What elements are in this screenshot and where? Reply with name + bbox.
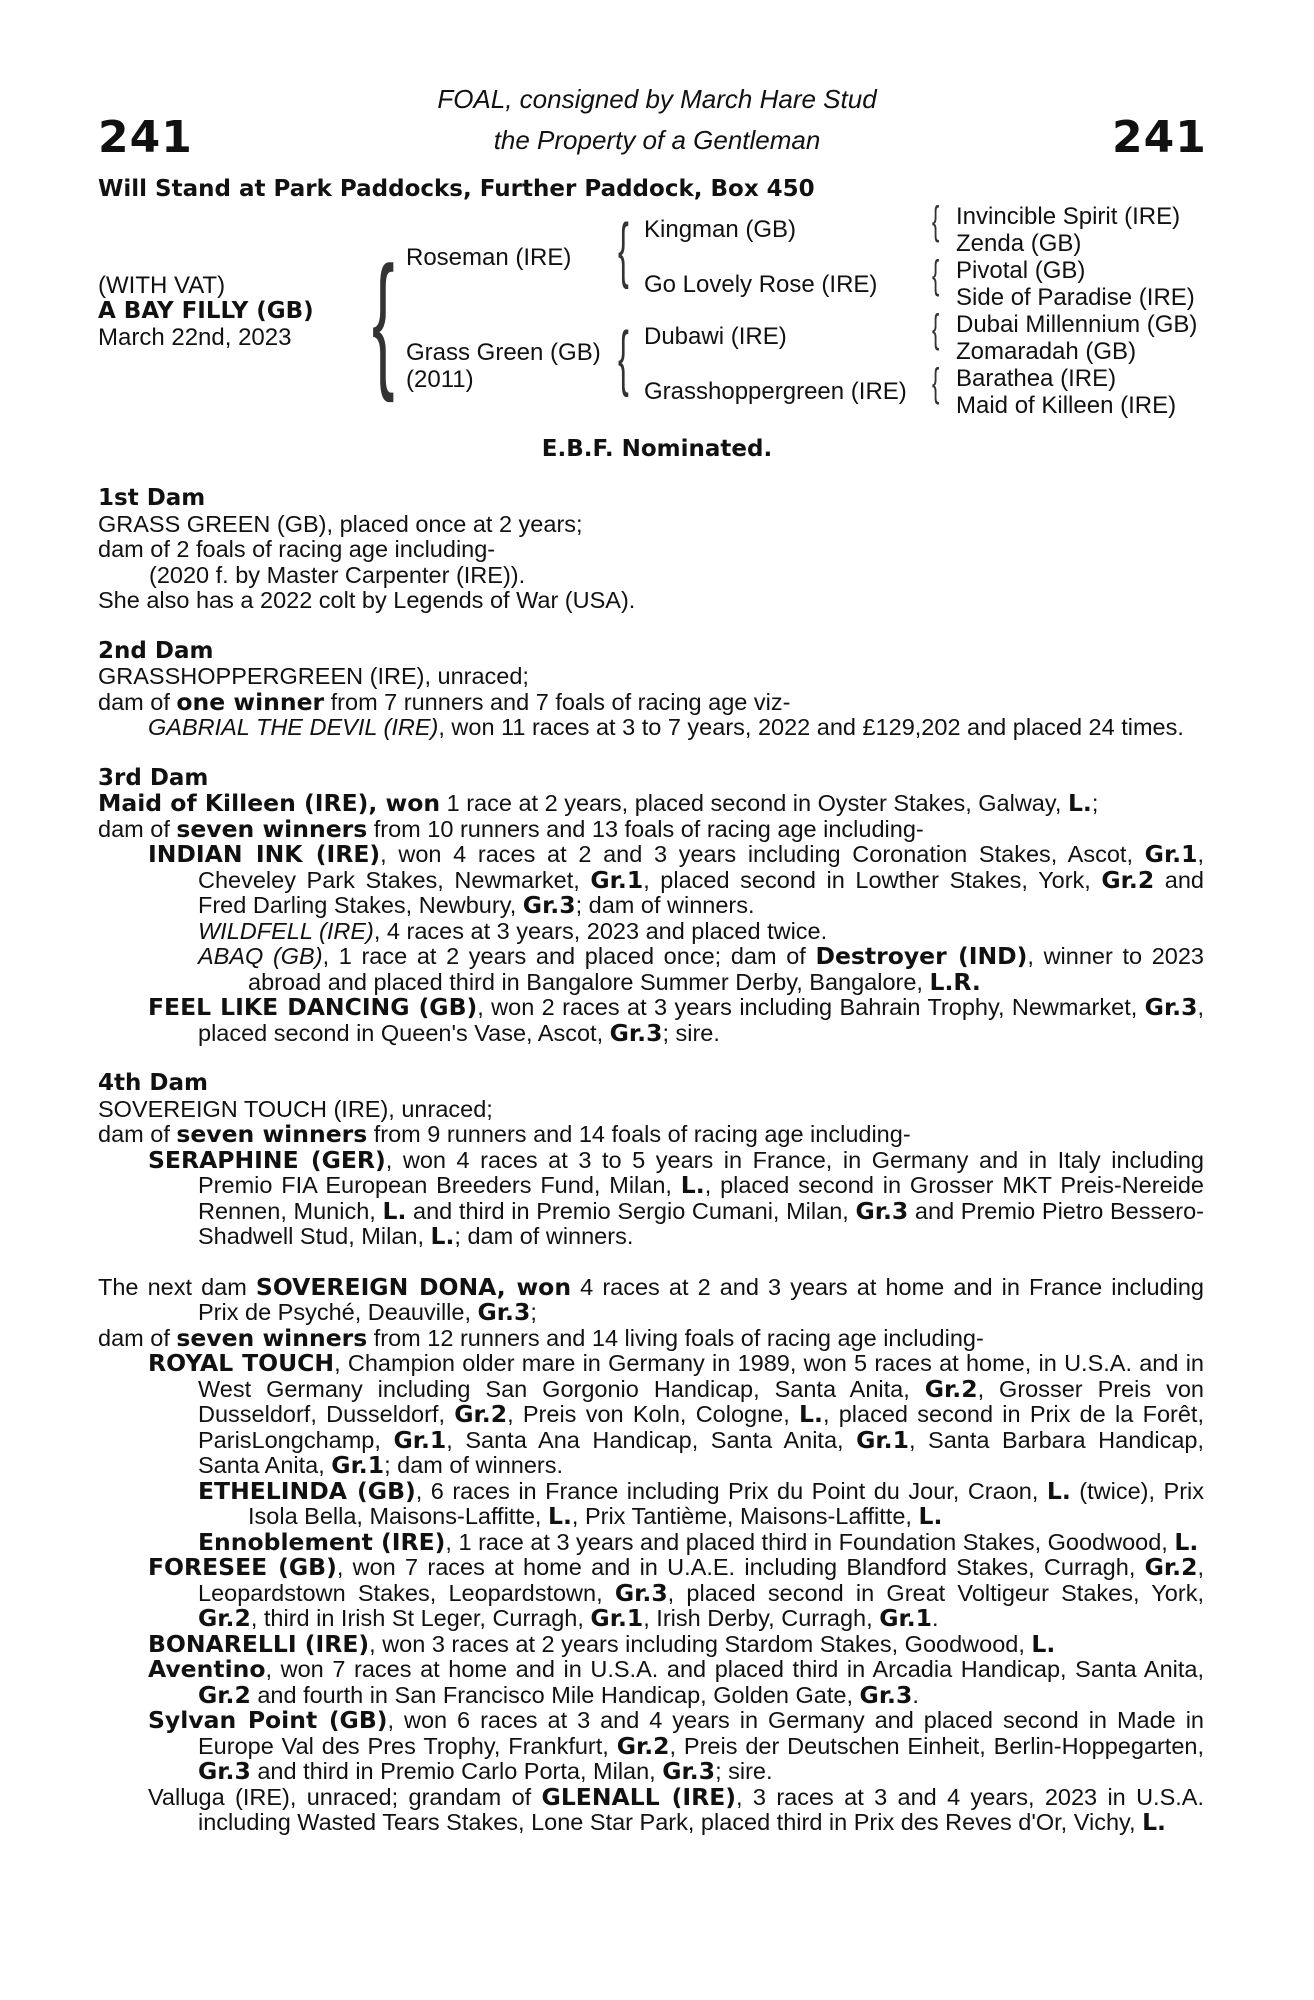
dam4-line: dam of seven winners from 9 runners and 14 foals of racing age including- xyxy=(98,1120,911,1148)
ebf-note: E.B.F. Nominated. xyxy=(541,436,773,462)
progeny-entry: ROYAL TOUCH, Champion older mare in Germany in 1989, won 5 races at home, in U.S.A. and in West Germany including San Gorgonio Handicap, Santa Anita, Gr.2, Grosser Preis von Dusseldorf, Dusseldorf, Gr.2, Preis von Koln, Cologne, L., placed second in Prix de la Forêt, ParisLongchamp, Gr.1, Santa Ana Handicap, Santa Anita, Gr.1, Santa Barbara Handicap, Santa Anita, Gr.1; dam of winners. xyxy=(148,1349,1205,1479)
dam1-line: dam of 2 foals of racing age including- xyxy=(98,536,496,562)
progeny-entry: WILDFELL (IRE), 4 races at 3 years, 2023 and placed twice. xyxy=(198,917,828,944)
progeny-entry: GABRIAL THE DEVIL (IRE), won 11 races at 3 to 7 years, 2022 and £129,202 and placed 24 times. xyxy=(148,714,1184,740)
dam1-line: She also has a 2022 colt by Legends of War (USA). xyxy=(98,587,636,613)
dam-dam: Grasshoppergreen (IRE) xyxy=(644,378,907,405)
g4-item: Barathea (IRE) xyxy=(956,365,1117,392)
dam3-line: Maid of Killeen (IRE), won 1 race at 2 years, placed second in Oyster Stakes, Galway, L.; xyxy=(98,789,1099,817)
g4-item: Invincible Spirit (IRE) xyxy=(956,203,1181,230)
progeny-entry: Sylvan Point (GB), won 6 races at 3 and 4 years in Germany and placed second in Made in Europe Val des Pres Trophy, Frankfurt, Gr.2, Preis der Deutschen Einheit, Berlin-Hoppegarten, Gr.3 and third in Premio Carlo Porta, Milan, Gr.3; sire. xyxy=(148,1706,1204,1785)
g4-item: Dubai Millennium (GB) xyxy=(956,311,1198,338)
brace-dam: { xyxy=(618,318,629,398)
g4-item: Maid of Killeen (IRE) xyxy=(956,392,1177,419)
consignor-line: FOAL, consigned by March Hare Stud xyxy=(437,84,877,114)
progeny-entry: SERAPHINE (GER), won 4 races at 3 to 5 years in France, in Germany and in Italy including Premio FIA European Breeders Fund, Milan, L., placed second in Grosser MKT Preis-Nereide Rennen, Munich, L. and third in Premio Sergio Cumani, Milan, Gr.3 and Premio Pietro Bessero-Shadwell Stud, Milan, L.; dam of winners. xyxy=(148,1145,1205,1250)
dam-sire: Dubawi (IRE) xyxy=(644,323,787,350)
brace-g2: { xyxy=(932,253,940,297)
progeny-entry: Ennoblement (IRE), 1 race at 3 years and placed third in Foundation Stakes, Goodwood, L. xyxy=(198,1527,1199,1556)
dam4-line: SOVEREIGN TOUCH (IRE), unraced; xyxy=(98,1095,493,1122)
dam3-title: 3rd Dam xyxy=(98,764,209,791)
progeny-entry: BONARELLI (IRE), won 3 races at 2 years including Stardom Stakes, Goodwood, L. xyxy=(148,1629,1056,1658)
progeny-entry: Aventino, won 7 races at home and in U.S.A. and placed third in Arcadia Handicap, Santa Anita, Gr.2 and fourth in San Francisco Mile Handicap, Golden Gate, Gr.3. xyxy=(148,1655,1204,1709)
progeny-entry: INDIAN INK (IRE), won 4 races at 2 and 3 years including Coronation Stakes, Ascot, Gr.1, Cheveley Park Stakes, Newmarket, Gr.1, placed second in Lowther Stakes, York, Gr.2 and Fred Darling Stakes, Newbury, Gr.3; dam of winners. xyxy=(148,840,1204,919)
dam-year: (2011) xyxy=(406,366,474,393)
dam4-title: 4th Dam xyxy=(98,1070,208,1096)
dam2-line: dam of one winner from 7 runners and 7 foals of racing age viz- xyxy=(98,687,791,716)
brace-g4: { xyxy=(932,361,940,405)
dam-name: Grass Green (GB) xyxy=(406,339,601,366)
g4-item: Pivotal (GB) xyxy=(956,257,1086,284)
next-dam-line: The next dam SOVEREIGN DONA, won 4 races at 2 and 3 years at home and in France including Prix de Psyché, Deauville, Gr.3; xyxy=(98,1272,1204,1326)
dam-lines xyxy=(98,486,1204,1836)
dam2-title: 2nd Dam xyxy=(98,637,214,664)
g4-item: Zomaradah (GB) xyxy=(956,338,1137,365)
property-line: the Property of a Gentleman xyxy=(493,125,821,155)
g4-item: Side of Paradise (IRE) xyxy=(956,284,1195,311)
brace-g1: { xyxy=(932,199,940,243)
progeny-entry: ABAQ (GB), 1 race at 2 years and placed once; dam of Destroyer (IND), winner to 2023 abroad and placed third in Bangalore Summer Derby, Bangalore, L.R. xyxy=(198,942,1204,996)
progeny-entry: Valluga (IRE), unraced; grandam of GLENALL (IRE), 3 races at 3 and 4 years, 2023 in U.S.A. including Wasted Tears Stakes, Lone Star Park, placed third in Prix des Reves d'Or, Vichy, L. xyxy=(148,1782,1204,1836)
brace-g3: { xyxy=(932,307,940,351)
subject-dob: March 22nd, 2023 xyxy=(98,324,292,351)
progeny-entry: FORESEE (GB), won 7 races at home and in U.A.E. including Blandford Stakes, Curragh, Gr.2, Leopardstown Stakes, Leopardstown, Gr.3, placed second in Great Voltigeur Stakes, York, Gr.2, third in Irish St Leger, Curragh, Gr.1, Irish Derby, Curragh, Gr.1. xyxy=(148,1553,1204,1632)
vat-note: (WITH VAT) xyxy=(98,272,226,299)
dam1-line: GRASS GREEN (GB), placed once at 2 years; xyxy=(98,510,583,537)
g4-item: Zenda (GB) xyxy=(956,230,1082,257)
sire-sire: Kingman (GB) xyxy=(644,216,797,243)
stand-line: Will Stand at Park Paddocks, Further Paddock, Box 450 xyxy=(98,176,815,202)
progeny-entry: FEEL LIKE DANCING (GB), won 2 races at 3 years including Bahrain Trophy, Newmarket, Gr.3, placed second in Queen's Vase, Ascot, Gr.3; sire. xyxy=(148,993,1204,1047)
sire-dam: Go Lovely Rose (IRE) xyxy=(644,271,878,298)
subject-name: A BAY FILLY (GB) xyxy=(98,298,314,324)
sire-name: Roseman (IRE) xyxy=(406,244,572,271)
progeny-entry: ETHELINDA (GB), 6 races in France including Prix du Point du Jour, Craon, L. (twice), Prix Isola Bella, Maisons-Laffitte, L., Prix Tantième, Maisons-Laffitte, L. xyxy=(198,1476,1205,1530)
next-dam-line: dam of seven winners from 12 runners and 14 living foals of racing age including- xyxy=(98,1323,984,1352)
dam1-line: (2020 f. by Master Carpenter (IRE)). xyxy=(149,561,526,588)
lot-number-left: 241 xyxy=(98,112,193,163)
dam1-title: 1st Dam xyxy=(98,485,206,511)
brace-main: { xyxy=(372,235,395,403)
brace-sire: { xyxy=(618,210,629,290)
lot-number-right: 241 xyxy=(1112,112,1207,163)
dam3-line: dam of seven winners from 10 runners and 13 foals of racing age including- xyxy=(98,814,924,843)
dam2-line: GRASSHOPPERGREEN (IRE), unraced; xyxy=(98,663,529,689)
